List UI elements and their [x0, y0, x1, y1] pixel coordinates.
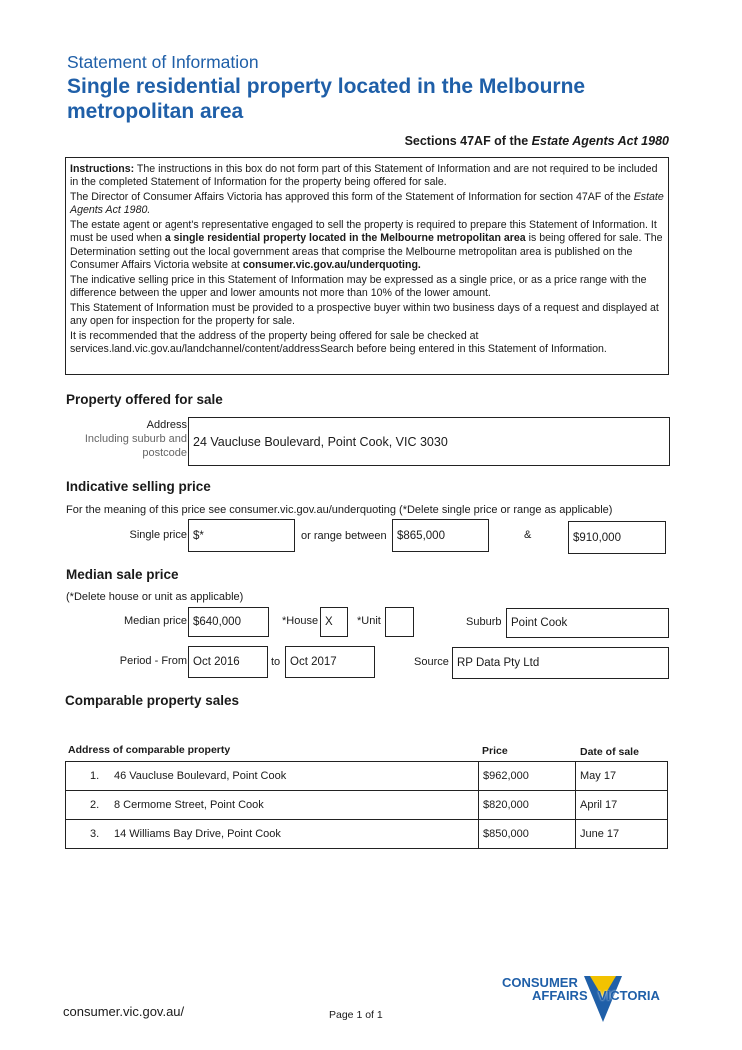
- address-sublabel-1: Including suburb and: [84, 433, 187, 445]
- median-price-field[interactable]: $640,000: [188, 607, 269, 637]
- median-price-label: Median price: [124, 615, 187, 627]
- suburb-label: Suburb: [466, 616, 502, 628]
- col-address-header: Address of comparable property: [68, 744, 231, 756]
- row-address: 14 Williams Bay Drive, Point Cook: [114, 828, 281, 840]
- page-number: Page 1 of 1: [329, 1009, 383, 1021]
- instructions-box: [65, 157, 669, 375]
- col-date-header: Date of sale: [580, 746, 639, 758]
- instructions-p4: The indicative selling price in this Statement of Information may be expressed as a single price, or as a price range with the difference between the upper and lower amounts not more than 10% of the lower amount.: [70, 273, 647, 299]
- property-heading: Property offered for sale: [66, 392, 223, 407]
- unit-label: *Unit: [357, 615, 381, 627]
- instructions-p5: This Statement of Information must be provided to a prospective buyer within two business days of a request and displayed at any open for inspection for the property for sale.: [70, 301, 659, 328]
- indicative-heading: Indicative selling price: [66, 479, 211, 494]
- row-number: 1.: [90, 770, 100, 782]
- comparable-heading: Comparable property sales: [65, 693, 240, 708]
- form-title: Single residential property located in the Melbourne metropolitan area: [67, 75, 586, 123]
- median-heading: Median sale price: [66, 567, 179, 582]
- suburb-field[interactable]: Point Cook: [506, 608, 669, 638]
- table-row: [65, 790, 479, 820]
- instructions-p1: Instructions: The instructions in this box do not form part of this Statement of Information and are not required to be included in the completed Statement of Information for the property being offered for sale.: [70, 163, 658, 189]
- logo-line-victoria: VICTORIA: [598, 988, 660, 1003]
- range-ampersand: &: [524, 529, 532, 541]
- comparable-table: [65, 761, 668, 849]
- instructions-p6: It is recommended that the address of the property being offered for sale be checked at services.land.vic.gov.au/landchannel/content/addressSearch before being entered in this Statement of Information.: [70, 330, 607, 356]
- consumer-affairs-logo: [500, 972, 670, 1024]
- period-from-label: Period - From: [119, 655, 187, 667]
- source-label: Source: [414, 656, 449, 668]
- range-high-field[interactable]: $910,000: [568, 521, 666, 554]
- unit-checkbox[interactable]: [385, 607, 414, 637]
- table-row: [65, 819, 479, 849]
- table-row: [65, 761, 479, 791]
- period-to-label: to: [271, 656, 281, 668]
- form-subtitle: Statement of Information: [67, 52, 259, 72]
- row-address: 46 Vaucluse Boulevard, Point Cook: [114, 770, 287, 782]
- row-date: April 17: [575, 790, 668, 820]
- address-label: Address: [146, 419, 187, 431]
- single-price-label: Single price: [129, 529, 187, 541]
- row-price: $850,000: [478, 819, 576, 849]
- period-from-field[interactable]: Oct 2016: [188, 646, 268, 678]
- median-note: (*Delete house or unit as applicable): [66, 591, 244, 603]
- row-price: $820,000: [478, 790, 576, 820]
- logo-line-affairs: AFFAIRS: [532, 988, 588, 1003]
- instructions-p2: The Director of Consumer Affairs Victoria has approved this form of the Statement of Information for section 47AF of the Estate Agents Act 1980.: [70, 191, 664, 217]
- row-number: 3.: [90, 828, 100, 840]
- address-field[interactable]: 24 Vaucluse Boulevard, Point Cook, VIC 3030: [188, 417, 670, 466]
- row-date: June 17: [575, 819, 668, 849]
- range-label: or range between: [301, 530, 387, 542]
- row-address: 8 Cermome Street, Point Cook: [114, 799, 264, 811]
- single-price-field[interactable]: $*: [188, 519, 295, 552]
- instructions-p3: The estate agent or agent's representative engaged to sell the property is required to prepare this Statement of Information. It must be used when a single residential property located in the Melbourne metropolitan area is being offered for sale. The Determination setting out the local government areas that comprise the Melbourne metropolitan area is published on the Consumer Affairs Victoria website at consumer.vic.gov.au/underquoting.: [70, 219, 663, 271]
- row-date: May 17: [575, 761, 668, 791]
- house-label: *House: [282, 615, 319, 627]
- col-price-header: Price: [482, 745, 508, 757]
- period-to-field[interactable]: Oct 2017: [285, 646, 375, 678]
- indicative-note: For the meaning of this price see consumer.vic.gov.au/underquoting (*Delete single price or range as applicable): [66, 504, 613, 516]
- act-reference: Sections 47AF of the Estate Agents Act 1980: [404, 134, 669, 148]
- house-checkbox[interactable]: X: [320, 607, 348, 637]
- address-label-group: [85, 418, 187, 460]
- footer-website: consumer.vic.gov.au/: [63, 1004, 185, 1019]
- address-sublabel-2: postcode: [142, 447, 187, 459]
- row-number: 2.: [90, 799, 100, 811]
- source-field[interactable]: RP Data Pty Ltd: [452, 647, 669, 679]
- range-low-field[interactable]: $865,000: [392, 519, 489, 552]
- row-price: $962,000: [478, 761, 576, 791]
- logo-line-consumer: CONSUMER: [502, 975, 578, 990]
